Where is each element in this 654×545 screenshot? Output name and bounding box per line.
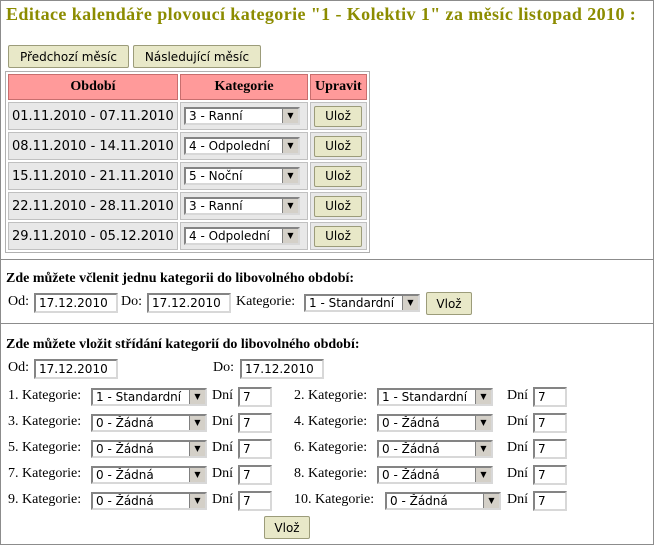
table-row — [8, 222, 367, 250]
chevron-down-icon: ▼ — [282, 109, 298, 123]
category-5-select[interactable]: 0 - Žádná ▼ — [91, 440, 207, 458]
days-8-input[interactable]: 7 — [533, 465, 567, 485]
days-4-label: Dní — [507, 414, 528, 429]
header-period: Období — [8, 74, 178, 100]
days-8-label: Dní — [507, 466, 528, 481]
save-button[interactable]: Ulož — [314, 106, 362, 127]
category-8-label: 8. Kategorie: — [294, 466, 368, 481]
divider — [1, 323, 653, 324]
single-insert-button[interactable]: Vlož — [426, 292, 472, 315]
divider — [1, 259, 653, 260]
calendar-table — [5, 71, 370, 253]
days-2-label: Dní — [507, 388, 528, 403]
category-4-label: 4. Kategorie: — [294, 414, 368, 429]
category-select[interactable]: 3 - Ranní ▼ — [184, 107, 300, 125]
category-9-select[interactable]: 0 - Žádná ▼ — [91, 492, 207, 510]
days-1-label: Dní — [212, 388, 233, 403]
days-5-input[interactable]: 7 — [238, 439, 272, 459]
days-6-label: Dní — [507, 440, 528, 455]
days-10-label: Dní — [507, 492, 528, 507]
chevron-down-icon: ▼ — [282, 139, 298, 153]
header-category: Kategorie — [180, 74, 308, 100]
category-1-select[interactable]: 1 - Standardní ▼ — [91, 388, 207, 406]
single-insert-heading: Zde můžete včlenit jednu kategorii do libovolného období: — [6, 271, 355, 286]
action-cell — [310, 162, 367, 190]
category-10-select[interactable]: 0 - Žádná ▼ — [385, 492, 501, 510]
category-cell — [180, 192, 308, 220]
table-row — [8, 102, 367, 130]
save-button[interactable]: Ulož — [314, 226, 362, 247]
category-2-label: 2. Kategorie: — [294, 388, 368, 403]
days-6-input[interactable]: 7 — [533, 439, 567, 459]
days-7-input[interactable]: 7 — [238, 465, 272, 485]
rotation-insert-heading: Zde můžete vložit střídání kategorií do libovolného období: — [6, 337, 360, 352]
header-edit: Upravit — [310, 74, 367, 100]
category-6-select[interactable]: 0 - Žádná ▼ — [377, 440, 493, 458]
category-cell — [180, 132, 308, 160]
single-to-label: Do: — [121, 294, 142, 309]
days-9-label: Dní — [212, 492, 233, 507]
chevron-down-icon: ▼ — [402, 296, 418, 310]
category-6-label: 6. Kategorie: — [294, 440, 368, 455]
category-cell — [180, 162, 308, 190]
category-select[interactable]: 4 - Odpolední ▼ — [184, 137, 300, 155]
table-row — [8, 162, 367, 190]
period-cell: 08.11.2010 - 14.11.2010 — [8, 132, 178, 160]
category-2-select[interactable]: 1 - Standardní ▼ — [377, 388, 493, 406]
single-to-input[interactable]: 17.12.2010 — [147, 293, 231, 313]
days-1-input[interactable]: 7 — [238, 387, 272, 407]
chevron-down-icon: ▼ — [483, 494, 499, 508]
days-2-input[interactable]: 7 — [533, 387, 567, 407]
days-5-label: Dní — [212, 440, 233, 455]
rotation-from-label: Od: — [8, 360, 29, 375]
period-cell: 22.11.2010 - 28.11.2010 — [8, 192, 178, 220]
category-select[interactable]: 4 - Odpolední ▼ — [184, 227, 300, 245]
single-from-input[interactable]: 17.12.2010 — [34, 293, 118, 313]
category-3-select[interactable]: 0 - Žádná ▼ — [91, 414, 207, 432]
table-row — [8, 192, 367, 220]
action-cell — [310, 102, 367, 130]
page-title: Editace kalendáře plovoucí kategorie "1 - Kolektiv 1" za měsíc listopad 2010 : — [6, 4, 637, 24]
chevron-down-icon: ▼ — [189, 442, 205, 456]
category-7-label: 7. Kategorie: — [8, 466, 82, 481]
single-category-select[interactable]: 1 - Standardní ▼ — [304, 294, 420, 312]
action-cell — [310, 222, 367, 250]
chevron-down-icon: ▼ — [475, 390, 491, 404]
save-button[interactable]: Ulož — [314, 136, 362, 157]
days-9-input[interactable]: 7 — [238, 491, 272, 511]
category-cell — [180, 102, 308, 130]
chevron-down-icon: ▼ — [475, 468, 491, 482]
chevron-down-icon: ▼ — [282, 169, 298, 183]
single-category-label: Kategorie: — [236, 294, 296, 309]
chevron-down-icon: ▼ — [189, 390, 205, 404]
days-3-label: Dní — [212, 414, 233, 429]
category-cell — [180, 222, 308, 250]
category-10-label: 10. Kategorie: — [294, 492, 375, 507]
save-button[interactable]: Ulož — [314, 166, 362, 187]
chevron-down-icon: ▼ — [282, 229, 298, 243]
period-cell: 01.11.2010 - 07.11.2010 — [8, 102, 178, 130]
category-1-label: 1. Kategorie: — [8, 388, 82, 403]
rotation-to-input[interactable]: 17.12.2010 — [240, 359, 324, 379]
table-row — [8, 132, 367, 160]
next-month-button[interactable]: Následující měsíc — [133, 45, 261, 68]
chevron-down-icon: ▼ — [189, 416, 205, 430]
days-10-input[interactable]: 7 — [533, 491, 567, 511]
days-4-input[interactable]: 7 — [533, 413, 567, 433]
category-7-select[interactable]: 0 - Žádná ▼ — [91, 466, 207, 484]
category-3-label: 3. Kategorie: — [8, 414, 82, 429]
save-button[interactable]: Ulož — [314, 196, 362, 217]
category-select[interactable]: 5 - Noční ▼ — [184, 167, 300, 185]
period-cell: 15.11.2010 - 21.11.2010 — [8, 162, 178, 190]
single-from-label: Od: — [8, 294, 29, 309]
rotation-insert-button[interactable]: Vlož — [264, 516, 310, 539]
period-cell: 29.11.2010 - 05.12.2010 — [8, 222, 178, 250]
category-4-select[interactable]: 0 - Žádná ▼ — [377, 414, 493, 432]
category-9-label: 9. Kategorie: — [8, 492, 82, 507]
days-7-label: Dní — [212, 466, 233, 481]
action-cell — [310, 132, 367, 160]
chevron-down-icon: ▼ — [189, 494, 205, 508]
chevron-down-icon: ▼ — [282, 199, 298, 213]
category-5-label: 5. Kategorie: — [8, 440, 82, 455]
action-cell — [310, 192, 367, 220]
previous-month-button[interactable]: Předchozí měsíc — [8, 45, 129, 68]
chevron-down-icon: ▼ — [475, 442, 491, 456]
category-select[interactable]: 3 - Ranní ▼ — [184, 197, 300, 215]
category-8-select[interactable]: 0 - Žádná ▼ — [377, 466, 493, 484]
rotation-from-input[interactable]: 17.12.2010 — [34, 359, 118, 379]
days-3-input[interactable]: 7 — [238, 413, 272, 433]
chevron-down-icon: ▼ — [189, 468, 205, 482]
chevron-down-icon: ▼ — [475, 416, 491, 430]
rotation-to-label: Do: — [213, 360, 234, 375]
